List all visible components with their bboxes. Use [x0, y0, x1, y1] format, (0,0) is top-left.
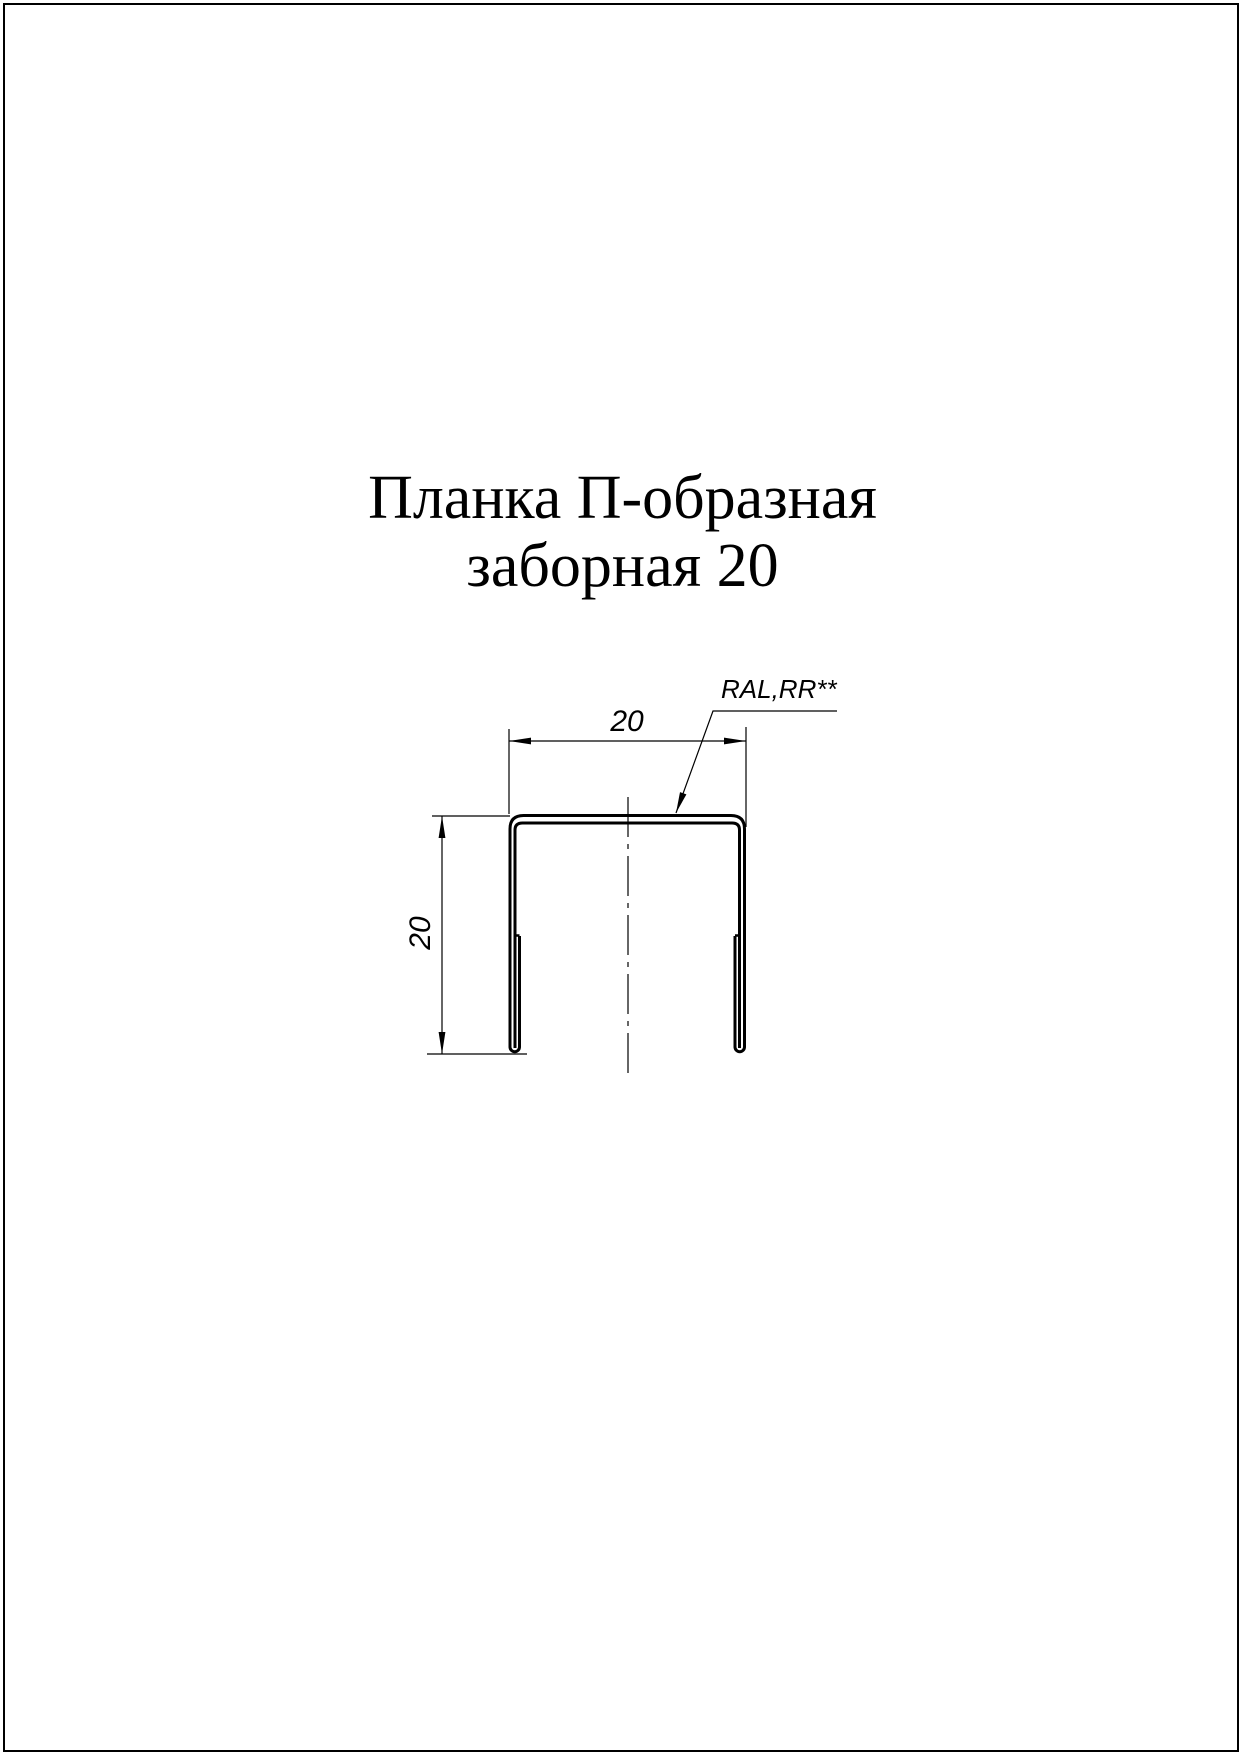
title-line-1: Планка П-образная	[368, 464, 877, 532]
title-line-2: заборная 20	[466, 532, 779, 600]
dim-arrow-left	[509, 738, 531, 745]
dim-arrow-right	[724, 738, 746, 745]
profile-outer-surface	[510, 816, 745, 1052]
dim-arrow-top	[439, 816, 446, 838]
leader-line	[676, 711, 837, 813]
material-leader	[676, 674, 837, 813]
profile-outline	[510, 816, 745, 1052]
dimension-height-value: 20	[404, 916, 437, 950]
material-label: RAL,RR**	[721, 674, 837, 704]
leader-arrow	[676, 792, 686, 813]
profile-inner-surface	[515, 823, 740, 1048]
dim-arrow-bottom	[439, 1032, 446, 1054]
dimension-width-value: 20	[610, 705, 644, 738]
